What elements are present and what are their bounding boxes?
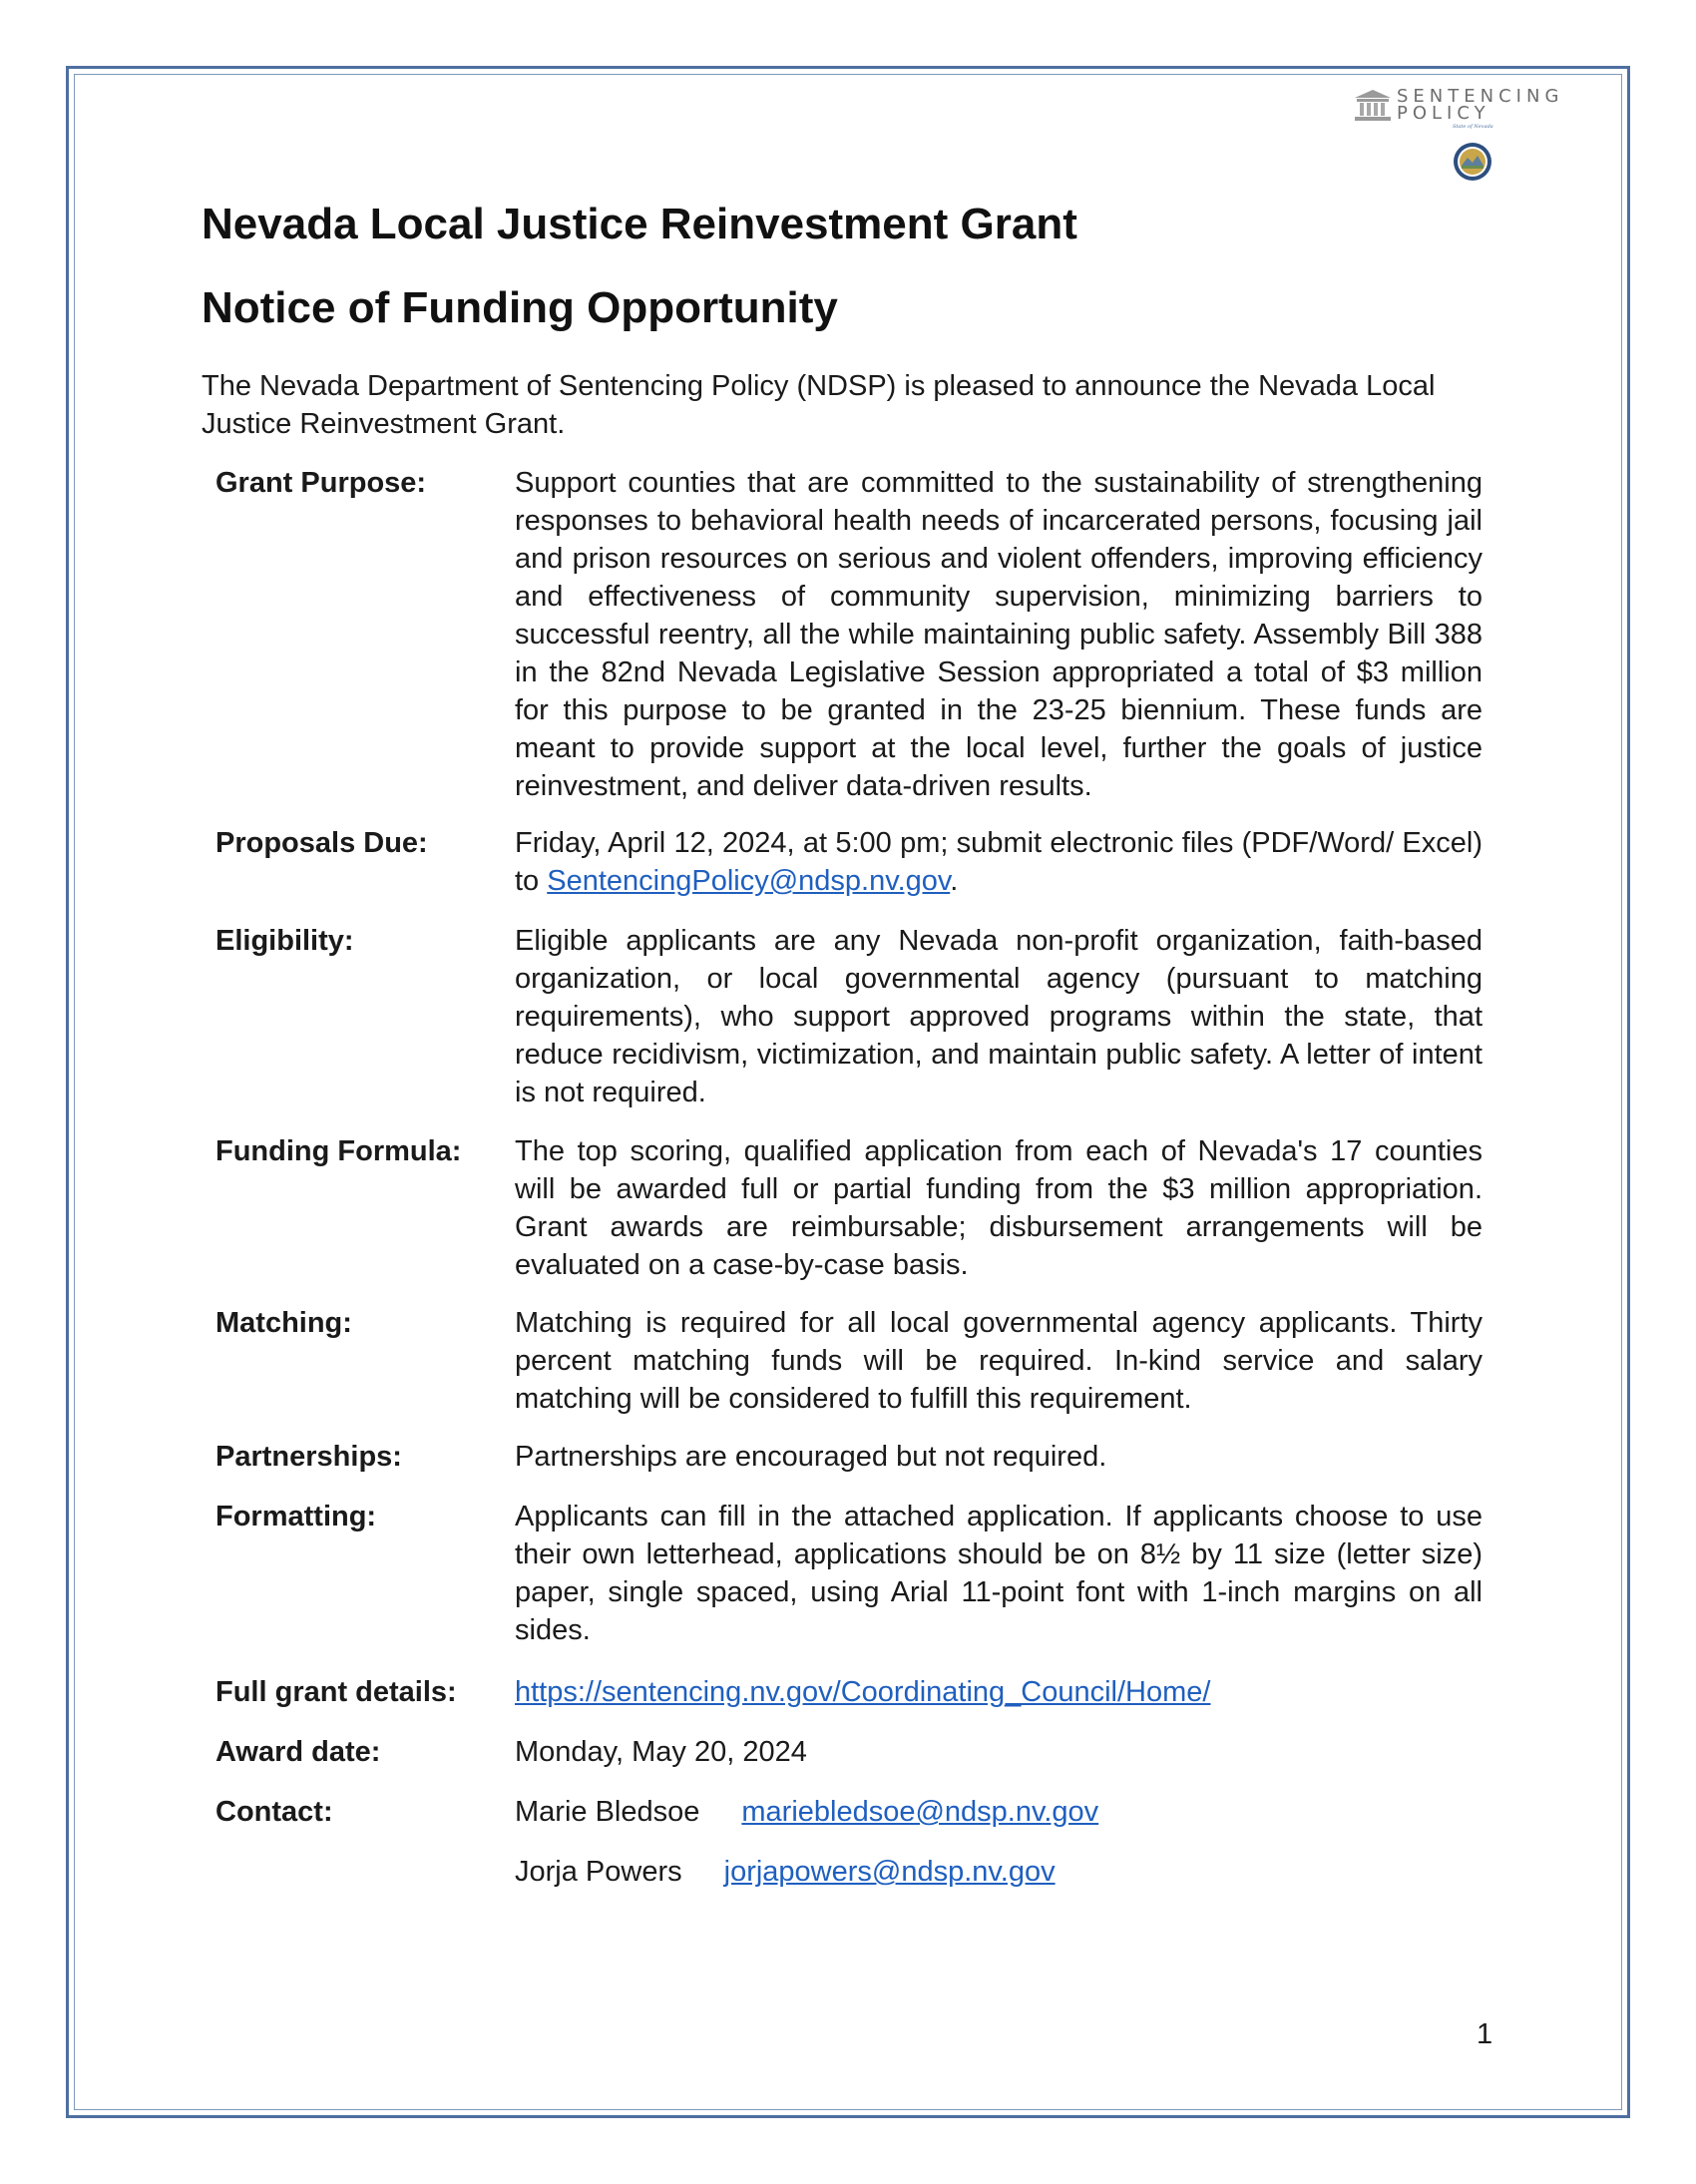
page-number: 1: [1477, 2018, 1493, 2050]
matching-text: Matching is required for all local governmental agency applicants. Thirty percent matching funds will be required. In-kind service and salary matching will be considered to fulfill this requirement.: [515, 1307, 1483, 1415]
full-details-value: [515, 1673, 1483, 1711]
partnerships-label: Partnerships:: [215, 1441, 402, 1473]
award-date-text: Monday, May 20, 2024: [515, 1736, 807, 1768]
eligibility-label: Eligibility:: [215, 925, 354, 957]
full-details-link[interactable]: https://sentencing.nv.gov/Coordinating_Council/Home/: [515, 1676, 1211, 1708]
formatting-text: Applicants can fill in the attached application. If applicants choose to use their own letterhead, applications should be on 8½ by 11 size (letter size) paper, single spaced, using Arial 11-point font with 1-inch margins on all sides.: [515, 1501, 1483, 1646]
courthouse-icon: [1353, 88, 1393, 122]
logo-line-1: SENTENCING: [1397, 86, 1564, 107]
proposals-due-end: .: [950, 865, 959, 897]
proposals-due-text: Friday, April 12, 2024, at 5:00 pm; submit electronic files (PDF/Word/ Excel) to: [515, 827, 1483, 897]
award-date-label: Award date:: [215, 1736, 381, 1768]
contact-name: Jorja Powers: [515, 1856, 682, 1888]
contact-email-link[interactable]: mariebledsoe@ndsp.nv.gov: [741, 1796, 1099, 1828]
funding-formula-text: The top scoring, qualified application from each of Nevada's 17 counties will be awarded full or partial funding from the $3 million appropriation. Grant awards are reimbursable; disbursement arrangements will be evaluated on a case-by-case basis.: [515, 1135, 1483, 1281]
proposals-due-label: Proposals Due:: [215, 827, 428, 859]
logo-wordmark: [1397, 88, 1596, 122]
contact-list: [515, 1793, 1483, 1891]
contact-item: [515, 1853, 1483, 1891]
logo-subtitle: State of Nevada: [1453, 124, 1493, 130]
grant-purpose-text: Support counties that are committed to the sustainability of strengthening responses to behavioral health needs of incarcerated persons, focusing jail and prison resources on serious and violent offenders, improving efficiency and effectiveness of community supervision, minimizing barriers to successful reentry, all the while maintaining public safety. Assembly Bill 388 in the 82nd Nevada Legislative Session appropriated a total of $3 million for this purpose to be granted in the 23-25 biennium. These funds are meant to provide support at the local level, further the goals of justice reinvestment, and deliver data-driven results.: [515, 467, 1483, 802]
proposals-due-value: [515, 824, 1483, 900]
nevada-seal-icon: [1453, 142, 1492, 182]
partnerships-text: Partnerships are encouraged but not required.: [515, 1441, 1107, 1473]
logo-line-2: POLICY: [1397, 103, 1490, 124]
matching-label: Matching:: [215, 1307, 352, 1339]
formatting-label: Formatting:: [215, 1501, 377, 1532]
proposals-email-link[interactable]: SentencingPolicy@ndsp.nv.gov: [547, 865, 951, 897]
page-subtitle: Notice of Funding Opportunity: [202, 283, 838, 332]
sentencing-policy-logo: [1353, 86, 1592, 186]
intro-paragraph: The Nevada Department of Sentencing Policy (NDSP) is pleased to announce the Nevada Local Justice Reinvestment Grant.: [202, 370, 1436, 440]
full-details-label: Full grant details:: [215, 1676, 457, 1708]
grant-purpose-label: Grant Purpose:: [215, 467, 427, 499]
contact-email-link[interactable]: jorjapowers@ndsp.nv.gov: [723, 1856, 1056, 1888]
contact-name: Marie Bledsoe: [515, 1796, 700, 1828]
contact-label: Contact:: [215, 1796, 333, 1828]
eligibility-text: Eligible applicants are any Nevada non-profit organization, faith-based organization, or local governmental agency (pursuant to matching requirements), who support approved programs within the state, that reduce recidivism, victimization, and maintain public safety. A letter of intent is not required.: [515, 925, 1483, 1108]
page-title: Nevada Local Justice Reinvestment Grant: [202, 200, 1077, 248]
funding-formula-label: Funding Formula:: [215, 1135, 462, 1167]
contact-item: [515, 1793, 1483, 1831]
